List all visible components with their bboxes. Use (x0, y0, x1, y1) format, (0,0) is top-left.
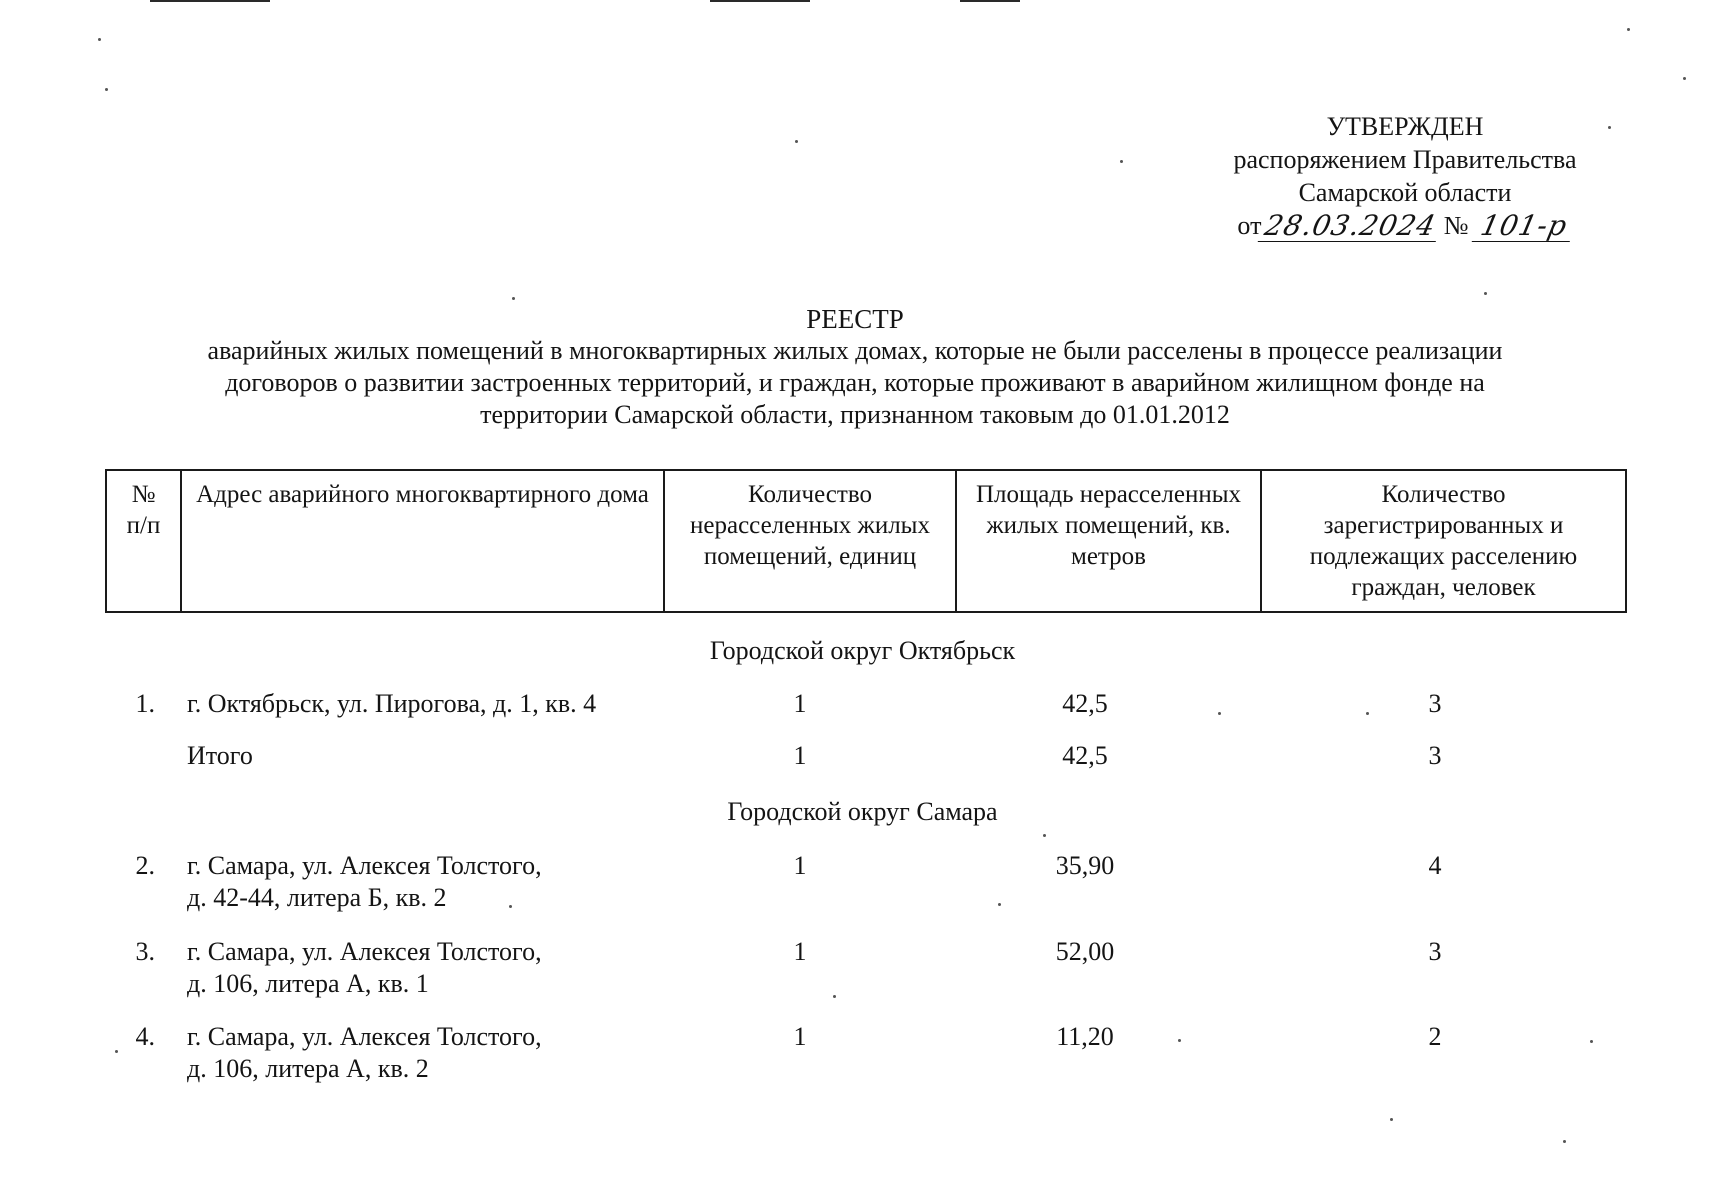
title-line-1: аварийных жилых помещений в многоквартирных жилых домах, которые не были расселены в процессе реализации (207, 336, 1503, 365)
row-area: 52,00 (1055, 937, 1115, 966)
scan-speck (1683, 77, 1686, 80)
row-units: 1 (793, 937, 807, 966)
scan-edge-line (710, 0, 810, 2)
handwritten-number: 101-р (1471, 211, 1576, 242)
row-people: 3 (1428, 689, 1442, 718)
row-address: г. Октябрьск, ул. Пирогова, д. 1, кв. 4 (187, 689, 597, 718)
row-units: 1 (793, 851, 807, 880)
approval-region: Самарской области (1298, 178, 1512, 207)
scan-speck (1608, 126, 1611, 129)
document-title (110, 303, 1600, 431)
scan-speck (115, 1050, 118, 1053)
scan-speck (1627, 28, 1630, 31)
row-units: 1 (793, 689, 807, 718)
scan-speck (1218, 712, 1221, 715)
row-area: 35,90 (1055, 851, 1115, 880)
row-people: 3 (1428, 937, 1442, 966)
header-address: Адрес аварийного многоквартирного дома (181, 470, 664, 612)
scan-speck (98, 38, 101, 41)
scan-speck (1484, 292, 1487, 295)
row-area: 42,5 (1062, 741, 1108, 770)
scan-edge-line (150, 0, 270, 2)
scan-speck (1390, 1118, 1393, 1121)
row-people: 4 (1428, 851, 1442, 880)
scan-speck (833, 995, 836, 998)
scan-speck (105, 88, 108, 91)
scan-speck (1120, 160, 1123, 163)
number-prefix: № (1443, 211, 1469, 240)
registry-table-header (105, 469, 1627, 613)
row-area: 11,20 (1056, 1022, 1114, 1051)
approval-date-line (1170, 209, 1640, 242)
row-number: 2. (135, 851, 155, 880)
scan-speck (512, 297, 515, 300)
scan-speck (1178, 1039, 1181, 1042)
row-address: г. Самара, ул. Алексея Толстого, д. 106, литера А, кв. 1 (187, 937, 542, 998)
header-people: Количество зарегистрированных и подлежащих расселению граждан, человек (1261, 470, 1626, 612)
section-heading: Городской округ Самара (727, 797, 998, 826)
approval-stamp (1170, 110, 1640, 242)
scan-speck (1590, 1040, 1593, 1043)
title-line-2: договоров о развитии застроенных территорий, и граждан, которые проживают в аварийном жилищном фонде на (225, 368, 1485, 397)
scan-speck (1366, 712, 1369, 715)
row-people: 2 (1428, 1022, 1442, 1051)
approval-heading: УТВЕРЖДЕН (1326, 112, 1484, 141)
scan-edge-line (960, 0, 1020, 2)
handwritten-date: 28.03.2024 (1258, 211, 1443, 242)
scan-speck (509, 905, 512, 908)
scan-speck (998, 903, 1001, 906)
row-units: 1 (793, 741, 807, 770)
row-number: 4. (135, 1022, 155, 1051)
row-address: г. Самара, ул. Алексея Толстого, д. 42-44, литера Б, кв. 2 (187, 851, 542, 912)
approval-authority: распоряжением Правительства (1233, 145, 1577, 174)
scan-speck (795, 140, 798, 143)
row-people: 3 (1428, 741, 1442, 770)
date-prefix: от (1237, 211, 1262, 240)
header-units: Количество нерасселенных жилых помещений, единиц (664, 470, 956, 612)
row-area: 42,5 (1062, 689, 1108, 718)
title-main: РЕЕСТР (806, 304, 904, 334)
row-address: г. Самара, ул. Алексея Толстого, д. 106, литера А, кв. 2 (187, 1022, 542, 1083)
title-line-3: территории Самарской области, признанном таковым до 01.01.2012 (480, 400, 1230, 429)
header-area: Площадь нерасселенных жилых помещений, кв. метров (956, 470, 1261, 612)
row-address: Итого (187, 741, 253, 770)
row-number: 3. (135, 937, 155, 966)
section-heading: Городской округ Октябрьск (709, 636, 1016, 665)
header-number: № п/п (106, 470, 181, 612)
scan-speck (1563, 1140, 1566, 1143)
scan-speck (1043, 834, 1046, 837)
row-number: 1. (135, 689, 155, 718)
row-units: 1 (793, 1022, 807, 1051)
